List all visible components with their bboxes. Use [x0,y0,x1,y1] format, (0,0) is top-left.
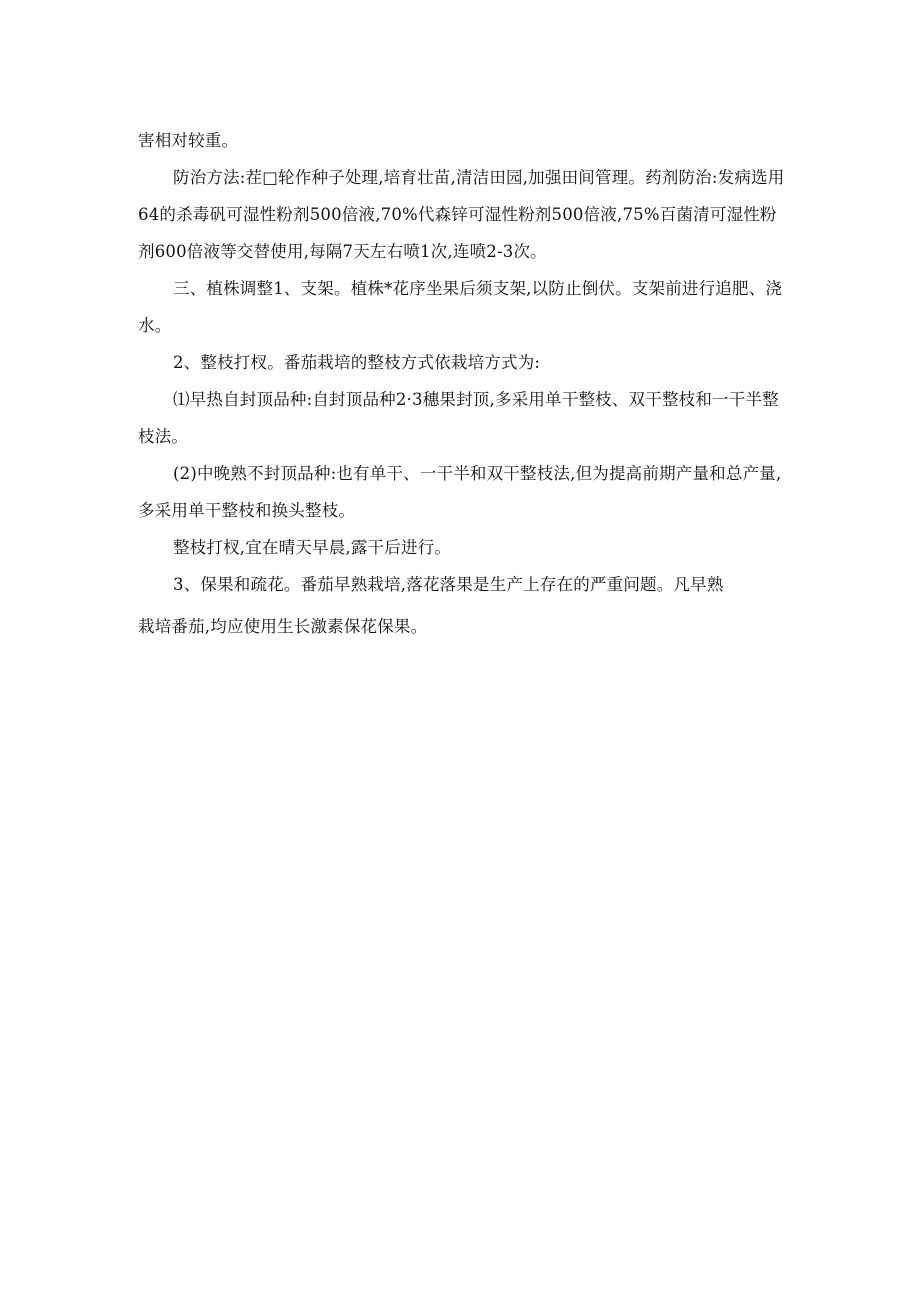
paragraph-continuation: 害相对较重。 [138,131,239,150]
paragraph-plant-adjustment: 三、植株调整1、支架。植株*花序坐果后须支架,以防止倒伏。支架前进行追肥、浇水。 [138,279,783,335]
paragraph-pruning-timing: 整枝打杈,宜在晴天早晨,露干后进行。 [173,538,452,557]
paragraph-early-variety: ⑴早热自封顶品种:自封顶品种2·3穗果封顶,多采用单干整枝、双干整枝和一干半整枝法。 [138,390,779,446]
paragraph-fruit-protection: 3、保果和疏花。番茄早熟栽培,落花落果是生产上存在的严重问题。凡早熟 [173,575,724,594]
paragraph-prevention-methods: 防治方法:茬□轮作种子处理,培育壮苗,清洁田园,加强田间管理。药剂防治:发病选用64的杀毒矾可湿性粉剂500倍液,70%代森锌可湿性粉剂500倍液,75%百菌清可湿性粉剂600倍液等交替使用,每隔7天左右喷1次,连喷2-3次。 [138,168,785,261]
paragraph-late-variety: (2)中晚熟不封顶品种:也有单干、一干半和双干整枝法,但为提高前期产量和总产量,多采用单干整枝和换头整枝。 [138,464,782,520]
paragraph-pruning: 2、整枝打杈。番茄栽培的整枝方式依栽培方式为: [173,353,541,372]
paragraph-fruit-protection-continued: 栽培番茄,均应使用生长激素保花保果。 [138,617,428,636]
